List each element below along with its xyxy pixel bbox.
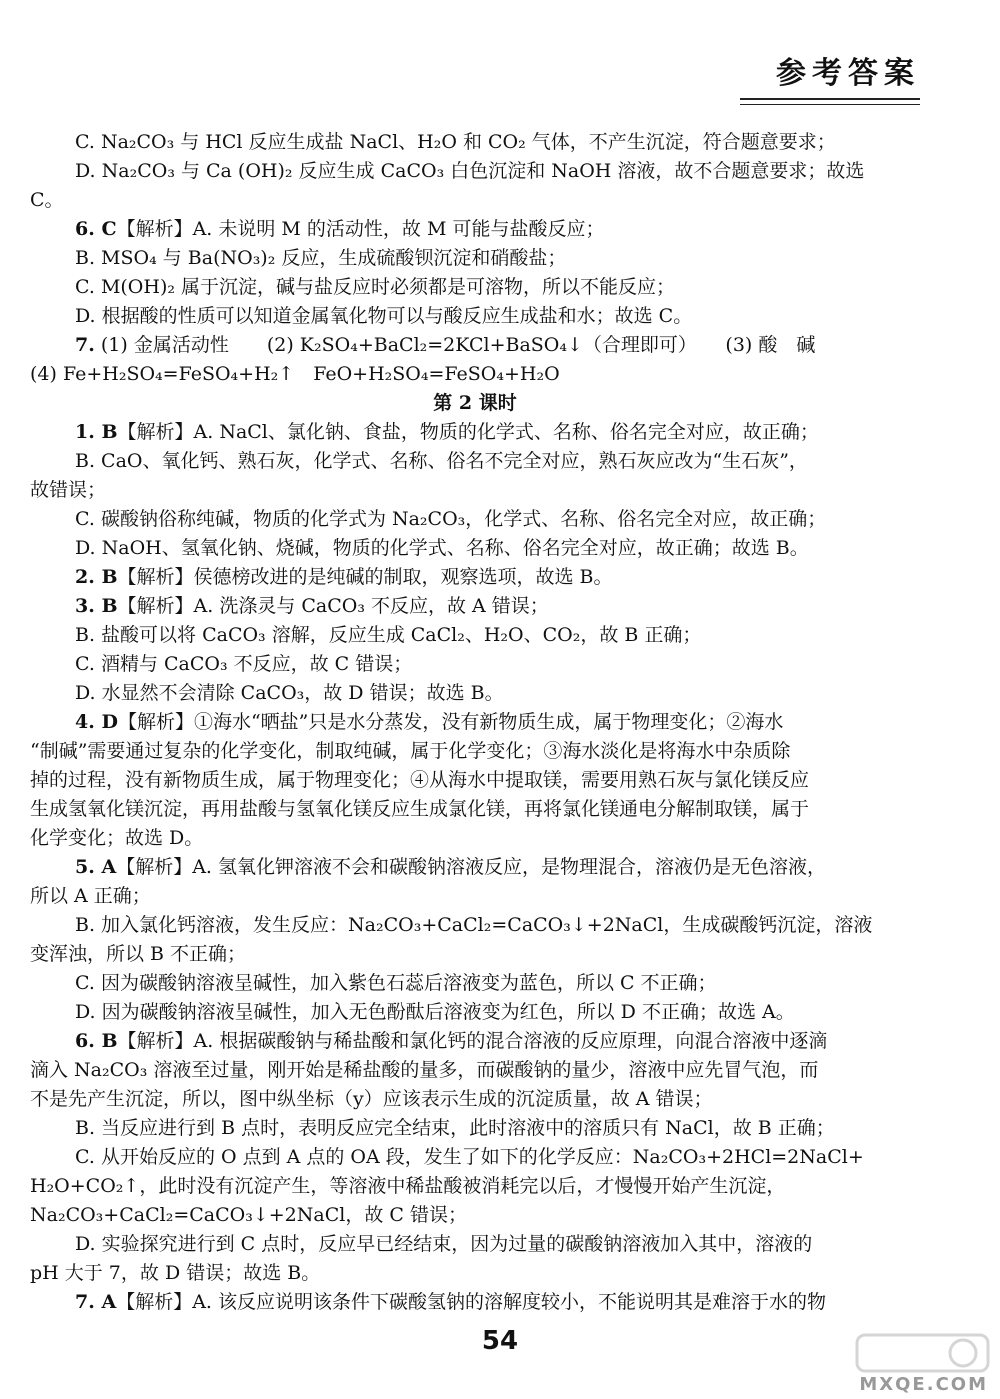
text-line [30, 853, 920, 882]
text-line [30, 592, 920, 621]
text-line: Na₂CO₃+CaCl₂=CaCO₃↓+2NaCl，故 C 错误； [30, 1204, 467, 1226]
text-line [30, 708, 920, 737]
text-line: D. Na₂CO₃ 与 Ca (OH)₂ 反应生成 CaCO₃ 白色沉淀和 NaOH 溶液，故不合题意要求；故选 [75, 160, 865, 182]
explanation-text: 【解析】A. 根据碳酸钠与稀盐酸和氯化钙的混合溶液的反应原理，向混合溶液中逐滴 [117, 1030, 828, 1052]
text-line: D. 水显然不会清除 CaCO₃，故 D 错误；故选 B。 [75, 682, 504, 704]
text-line: C. 因为碳酸钠溶液呈碱性，加入紫色石蕊后溶液变为蓝色，所以 C 不正确； [75, 972, 717, 994]
text-line: C. M(OH)₂ 属于沉淀，碱与盐反应时必须都是可溶物，所以不能反应； [75, 276, 676, 298]
text-line: 变浑浊，所以 B 不正确； [30, 943, 247, 965]
question-number: 3. B [75, 595, 118, 617]
text-line: B. CaO、氧化钙、熟石灰，化学式、名称、俗名不完全对应，熟石灰应改为“生石灰”， [75, 450, 808, 472]
section-title: 第 2 课时 [433, 392, 517, 414]
text-line: H₂O+CO₂↑，此时没有沉淀产生，等溶液中稀盐酸被消耗完以后，才慢慢开始产生沉淀， [30, 1175, 786, 1197]
text-line: 故错误； [30, 479, 107, 501]
text-line [30, 563, 920, 592]
text-line [30, 331, 920, 360]
text-line: D. 实验探究进行到 C 点时，反应早已经结束，因为过量的碳酸钠溶液加入其中，溶液的 [75, 1233, 813, 1255]
question-number: 2. B [75, 566, 118, 588]
question-number: 4. D [75, 711, 118, 733]
text-line: 生成氢氧化镁沉淀，再用盐酸与氢氧化镁反应生成氯化镁，再将氯化镁通电分解制取镁，属于 [30, 798, 810, 820]
text-line: C。 [30, 189, 64, 211]
text-line: D. 根据酸的性质可以知道金属氧化物可以与酸反应生成盐和水；故选 C。 [75, 305, 693, 327]
text-line: 滴入 Na₂CO₃ 溶液至过量，刚开始是稀盐酸的量多，而碳酸钠的量少，溶液中应先冒气泡，而 [30, 1059, 819, 1081]
text-line: “制碱”需要通过复杂的化学变化，制取纯碱，属于化学变化；③海水淡化是将海水中杂质除 [30, 740, 791, 762]
text-line: 掉的过程，没有新物质生成，属于物理变化；④从海水中提取镁，需要用熟石灰与氯化镁反应 [30, 769, 810, 791]
text-line: pH 大于 7，故 D 错误；故选 B。 [30, 1262, 321, 1284]
question-number: 7. A [75, 1291, 117, 1313]
text-line: C. 从开始反应的 O 点到 A 点的 OA 段，发生了如下的化学反应：Na₂CO₃+2HCl=2NaCl+ [75, 1146, 864, 1168]
explanation-text: 【解析】A. 洗涤灵与 CaCO₃ 不反应，故 A 错误； [117, 595, 549, 617]
question-number: 1. B [75, 421, 118, 443]
text-line: B. 盐酸可以将 CaCO₃ 溶解，反应生成 CaCl₂、H₂O、CO₂，故 B 正确； [75, 624, 702, 646]
text-line: 化学变化；故选 D。 [30, 827, 204, 849]
text-line: 不是先产生沉淀，所以，图中纵坐标（y）应该表示生成的沉淀质量，故 A 错误； [30, 1088, 713, 1110]
text-line [30, 418, 920, 447]
text-line: C. 碳酸钠俗称纯碱，物质的化学式为 Na₂CO₃，化学式、名称、俗名完全对应，故正确； [75, 508, 827, 530]
text-line: (4) Fe+H₂SO₄=FeSO₄+H₂↑ FeO+H₂SO₄=FeSO₄+H₂O [30, 363, 560, 385]
page-header [740, 48, 920, 105]
question-number: 7. [75, 334, 95, 356]
question-number: 5. A [75, 856, 117, 878]
text-line: B. 当反应进行到 B 点时，表明反应完全结束，此时溶液中的溶质只有 NaCl，故 B 正确； [75, 1117, 835, 1139]
explanation-text: 【解析】A. 该反应说明该条件下碳酸氢钠的溶解度较小，不能说明其是难溶于水的物 [116, 1291, 827, 1313]
text-line [30, 1288, 920, 1317]
text-line: D. NaOH、氢氧化钠、烧碱，物质的化学式、名称、俗名完全对应，故正确；故选 B。 [75, 537, 809, 559]
answer-content [30, 128, 920, 1317]
text-line: B. MSO₄ 与 Ba(NO₃)₂ 反应，生成硫酸钡沉淀和硝酸盐； [75, 247, 567, 269]
watermark-text: MXQE.COM [859, 1374, 988, 1395]
explanation-text: (1) 金属活动性 (2) K₂SO₄+BaCl₂=2KCl+BaSO₄↓（合理即可） (3) 酸 碱 [100, 334, 816, 356]
text-line: B. 加入氯化钙溶液，发生反应：Na₂CO₃+CaCl₂=CaCO₃↓+2NaCl，生成碳酸钙沉淀，溶液 [75, 914, 873, 936]
explanation-text: 【解析】A. 未说明 M 的活动性，故 M 可能与盐酸反应； [116, 218, 605, 240]
header-rule [740, 98, 920, 105]
text-line [30, 215, 920, 244]
explanation-text: 【解析】①海水“晒盐”只是水分蒸发，没有新物质生成，属于物理变化；②海水 [117, 711, 784, 733]
text-line [30, 1027, 920, 1056]
question-number: 6. C [75, 218, 117, 240]
header-title: 参考答案 [776, 56, 920, 91]
text-line: C. Na₂CO₃ 与 HCl 反应生成盐 NaCl、H₂O 和 CO₂ 气体，不产生沉淀，符合题意要求； [75, 131, 836, 153]
text-line: C. 酒精与 CaCO₃ 不反应，故 C 错误； [75, 653, 413, 675]
question-number: 6. B [75, 1030, 118, 1052]
text-line: D. 因为碳酸钠溶液呈碱性，加入无色酚酞后溶液变为红色，所以 D 不正确；故选 A。 [75, 1001, 795, 1023]
explanation-text: 【解析】侯德榜改进的是纯碱的制取，观察选项，故选 B。 [117, 566, 613, 588]
page-number: 54 [481, 1326, 519, 1356]
explanation-text: 【解析】A. NaCl、氯化钠、食盐，物质的化学式、名称、俗名完全对应，故正确； [117, 421, 819, 443]
explanation-text: 【解析】A. 氢氧化钾溶液不会和碳酸钠溶液反应，是物理混合，溶液仍是无色溶液， [116, 856, 827, 878]
text-line: 所以 A 正确； [30, 885, 151, 907]
